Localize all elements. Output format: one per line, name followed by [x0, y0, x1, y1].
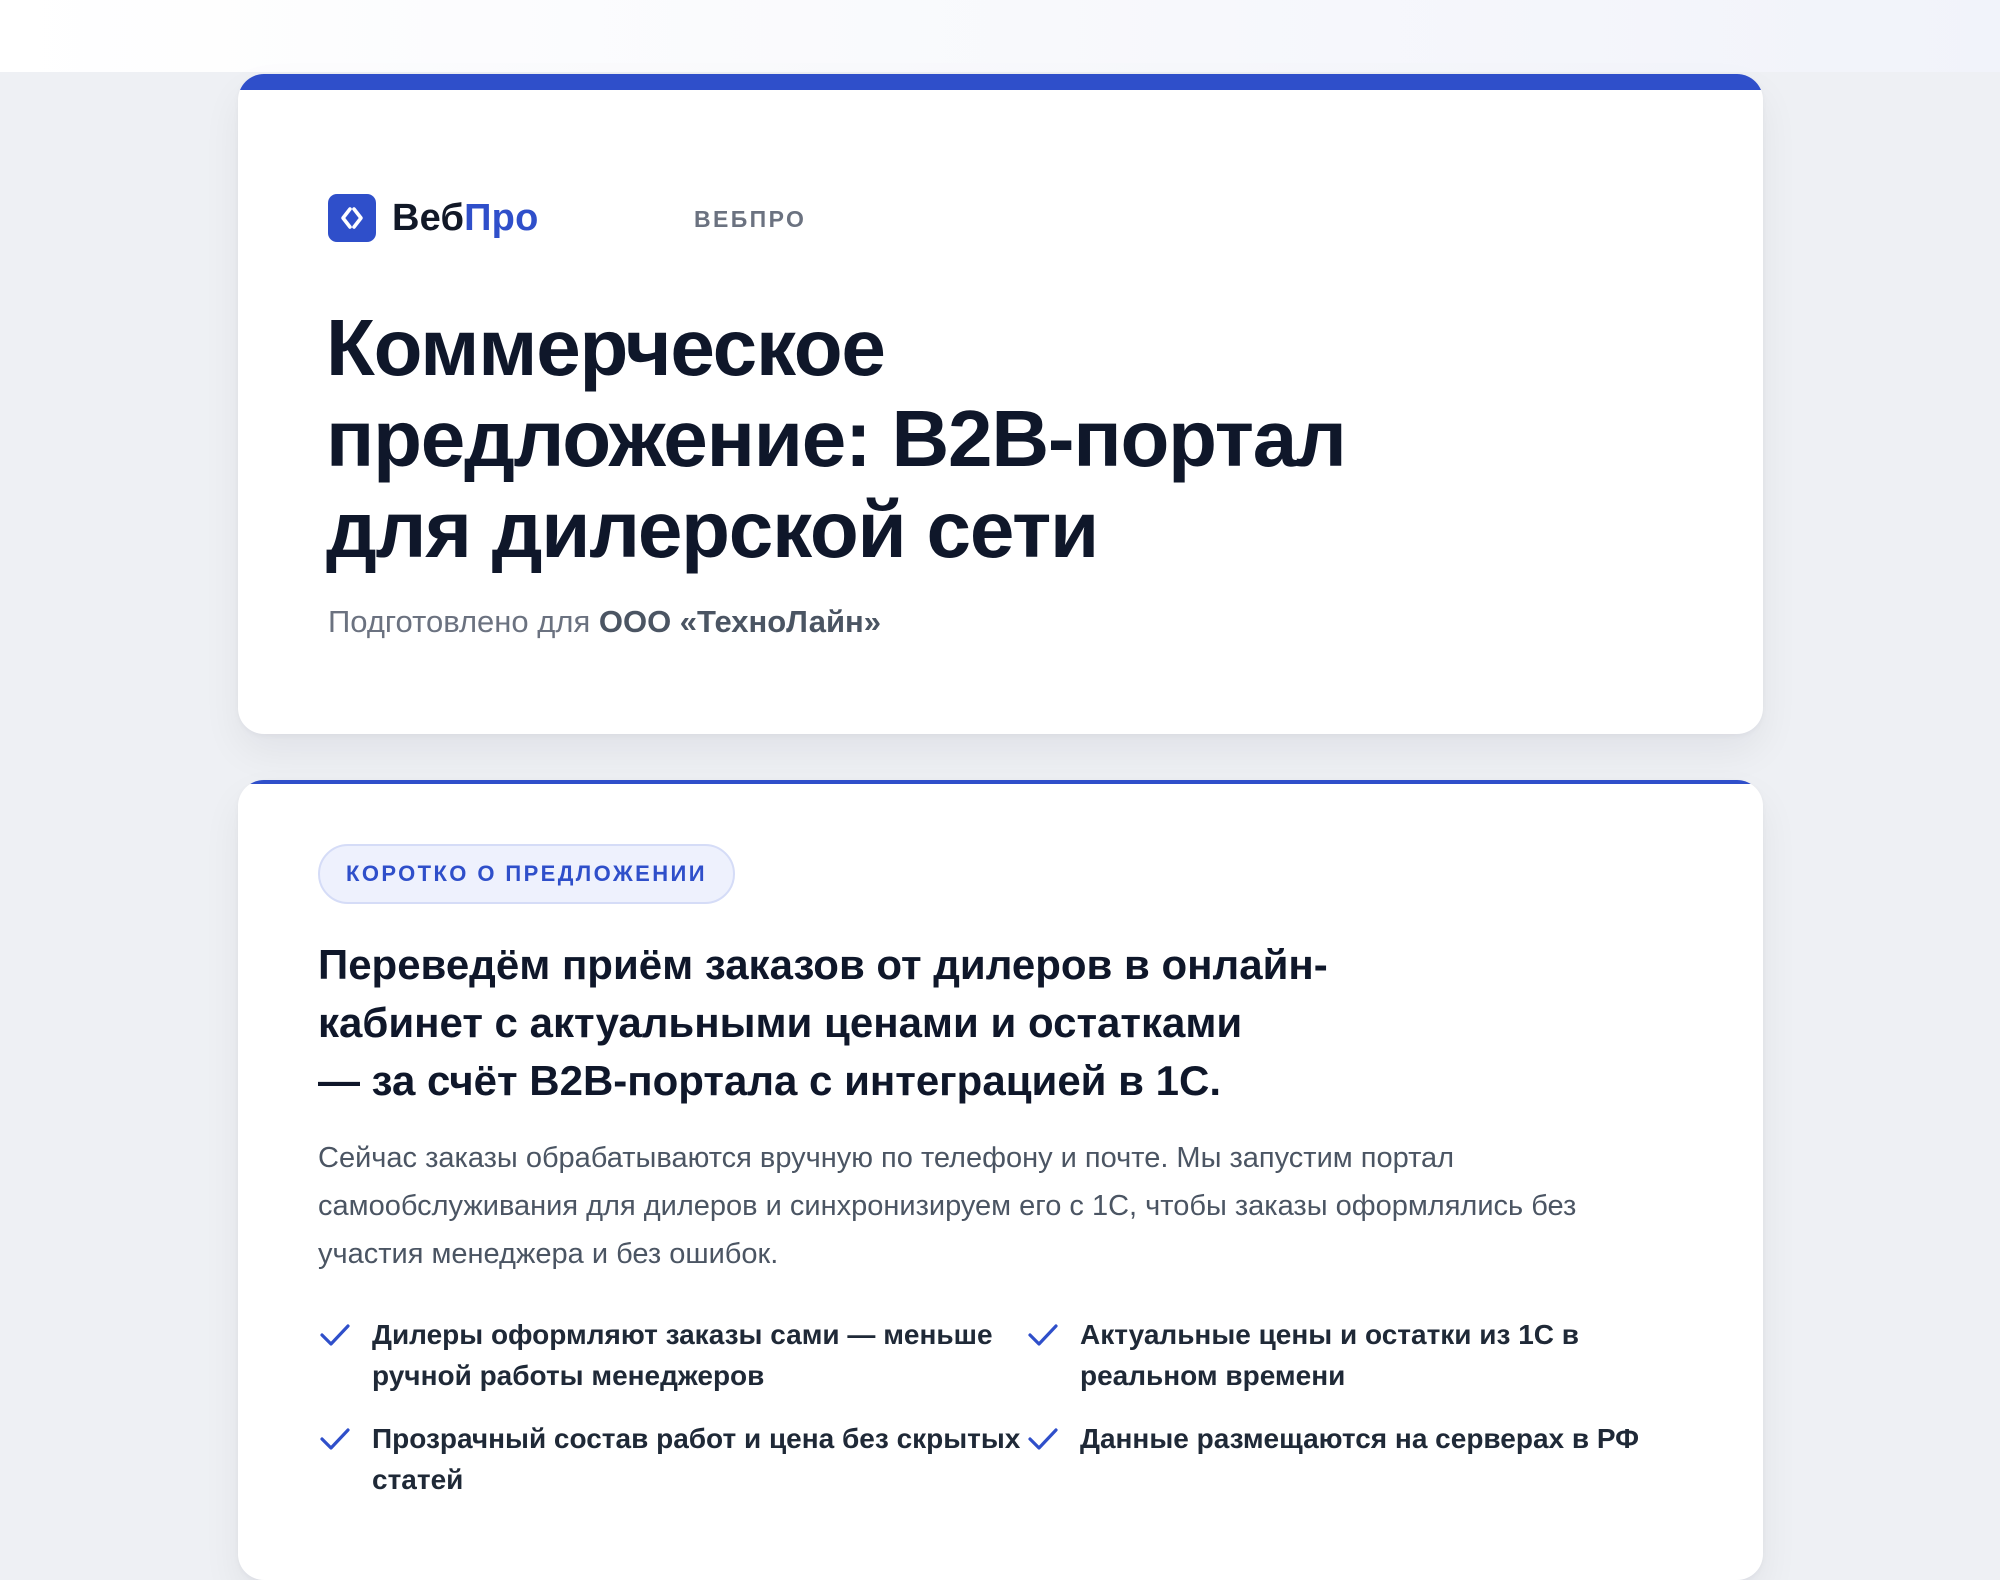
- benefit-text: Дилеры оформляют заказы сами — меньше ручной работы менеджеров: [372, 1319, 993, 1391]
- code-brackets-icon: [328, 194, 376, 242]
- benefits-list: [318, 1314, 1718, 1500]
- benefit-text: Актуальные цены и остатки из 1С в реальном времени: [1080, 1319, 1579, 1391]
- benefit-item: [318, 1418, 1026, 1500]
- brand-name-part2: Про: [464, 196, 539, 239]
- summary-description: Сейчас заказы обрабатываются вручную по телефону и почте. Мы запустим портал самообслуживания для дилеров и синхронизируем его с 1С, чтобы заказы оформлялись без участия менеджера и без ошибок.: [318, 1142, 1577, 1270]
- summary-title-line2: кабинет с актуальными ценами и остатками: [318, 999, 1243, 1046]
- benefit-text: Данные размещаются на серверах в РФ: [1080, 1423, 1640, 1454]
- benefit-item: [318, 1314, 1026, 1396]
- check-icon: [318, 1320, 352, 1350]
- check-icon: [318, 1424, 352, 1454]
- brand-caps-label: ВЕБПРО: [694, 206, 807, 232]
- brand-logo[interactable]: [328, 194, 539, 242]
- section-badge: КОРОТКО О ПРЕДЛОЖЕНИИ: [318, 844, 735, 904]
- benefit-item: [1026, 1418, 1666, 1500]
- benefit-item: [1026, 1314, 1666, 1396]
- hero-card: [238, 74, 1763, 734]
- check-icon: [1026, 1424, 1060, 1454]
- page-top-band: [0, 0, 2000, 72]
- check-icon: [1026, 1320, 1060, 1350]
- summary-card: [238, 780, 1763, 1580]
- summary-title-line1: Переведём приём заказов от дилеров в онлайн-: [318, 941, 1328, 988]
- page-title: Коммерческое предложение: B2B-портал для дилерской сети: [326, 303, 1346, 574]
- client-name: ООО «ТехноЛайн»: [598, 604, 881, 639]
- brand-name: [392, 197, 539, 240]
- prepared-for: [328, 604, 881, 640]
- benefit-text: Прозрачный состав работ и цена без скрытых статей: [372, 1423, 1021, 1495]
- summary-title: [318, 936, 1418, 1110]
- summary-title-line3: — за счёт B2B-портала с интеграцией в 1С.: [318, 1057, 1222, 1104]
- brand-name-part1: Веб: [392, 196, 465, 239]
- prepared-for-prefix: Подготовлено для: [328, 604, 591, 639]
